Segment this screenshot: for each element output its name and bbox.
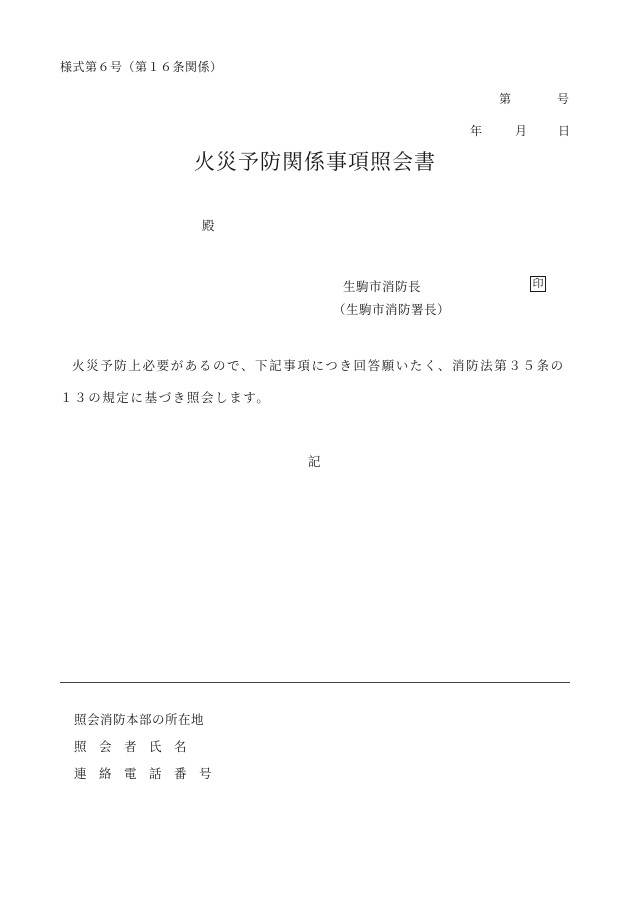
field-contact-phone [74, 764, 214, 780]
date-day: 日 [557, 124, 570, 138]
field-label: 連 絡 電 話 番 号 [74, 766, 212, 781]
body-text-line-1: 火災予防上必要があるので、下記事項につき回答願いたく、消防法第３５条の [72, 358, 565, 373]
section-divider [60, 682, 570, 683]
document-number-line [499, 90, 569, 106]
document-title: 火災予防関係事項照会書 [194, 150, 436, 174]
field-fire-hq-address [74, 710, 214, 726]
form-label: 様式第６号（第１６条関係） [60, 60, 223, 74]
body-text-line-2: １３の規定に基づき照会します。 [60, 390, 271, 405]
addressee-suffix: 殿 [202, 218, 215, 233]
document-number-prefix: 第 [499, 92, 512, 106]
date-month: 月 [515, 124, 528, 138]
field-label: 照会消防本部の所在地 [74, 712, 205, 727]
issuer-alternate: （生駒市消防署長） [333, 302, 451, 317]
ki-heading: 記 [308, 454, 321, 469]
issuer-name: 生駒市消防長 [343, 279, 422, 294]
seal-mark: 印 [530, 276, 546, 292]
document-number-suffix: 号 [556, 92, 569, 106]
field-label: 照 会 者 氏 名 [74, 739, 187, 754]
date-line [470, 122, 570, 138]
field-inquirer-name [74, 737, 214, 753]
date-year: 年 [470, 124, 483, 138]
